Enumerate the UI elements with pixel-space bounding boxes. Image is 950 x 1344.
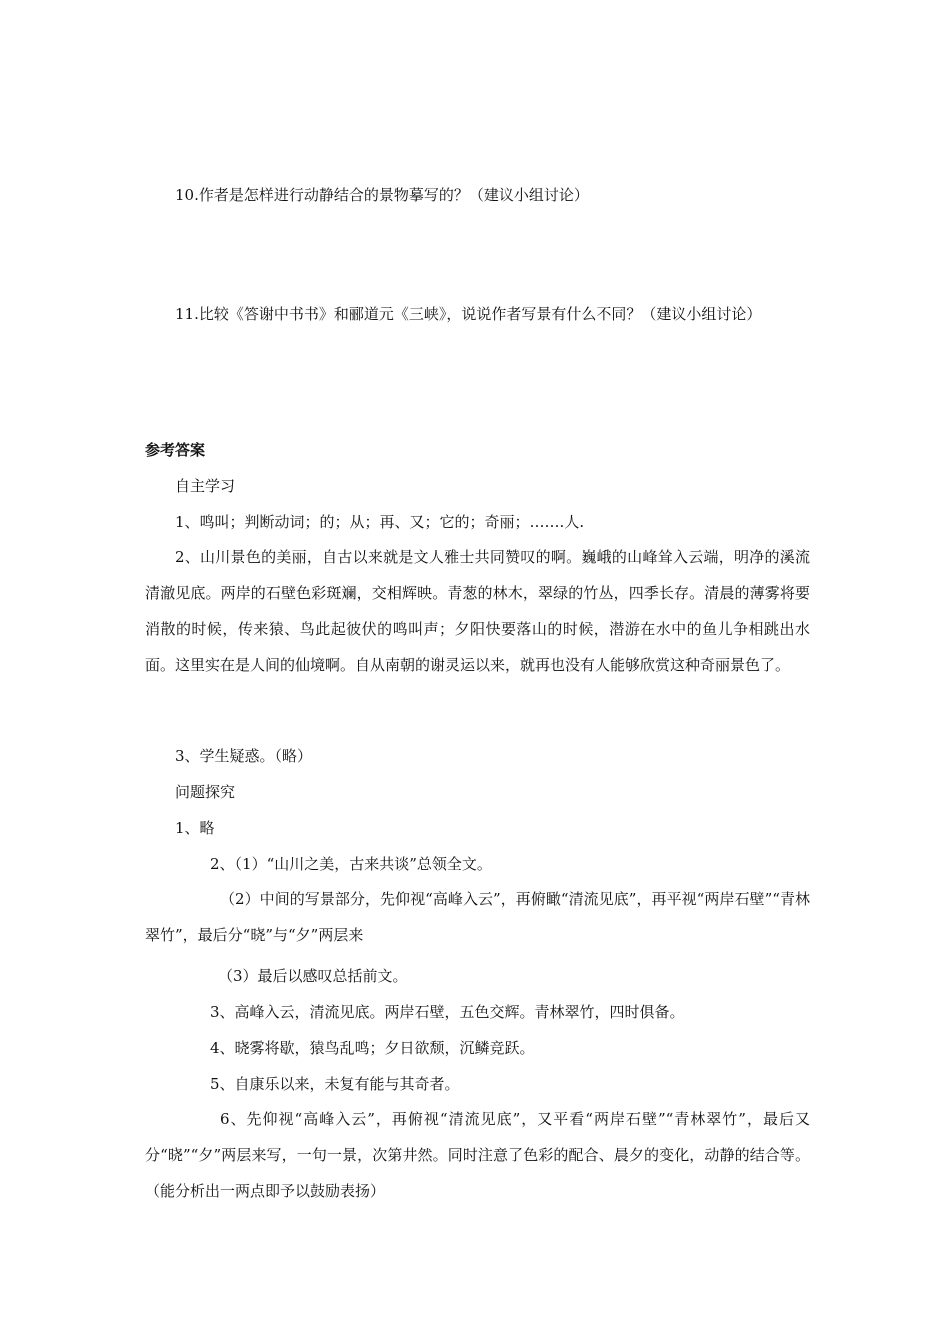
- inquiry-answer-5: 5、自康乐以来，未复有能与其奇者。: [210, 1075, 460, 1093]
- answers-heading: 参考答案: [145, 441, 206, 459]
- self-study-answer-1: 1、鸣叫；判断动词；的；从；再、又；它的；奇丽；…….人.: [175, 513, 585, 531]
- inquiry-title: 问题探究: [175, 783, 236, 801]
- inquiry-answer-6: 6、先仰视“高峰入云”，再俯视“清流见底”，又平看“两岸石壁”“青林翠竹”，最后又分“晓”“夕”两层来写，一句一景，次第井然。同时注意了色彩的配合、晨夕的变化，动静的结合等。（能分析出一两点即予以鼓励表扬）: [145, 1110, 810, 1200]
- question-11: 11.比较《答谢中书书》和郦道元《三峡》，说说作者写景有什么不同？（建议小组讨论）: [175, 305, 762, 323]
- inquiry-answer-4: 4、晓雾将歇，猿鸟乱鸣；夕日欲颓，沉鳞竞跃。: [210, 1039, 535, 1057]
- inquiry-answer-2-part-3: （3）最后以感叹总括前文。: [218, 967, 408, 985]
- inquiry-answer-1: 1、略: [175, 819, 215, 837]
- inquiry-answer-3: 3、高峰入云，清流见底。两岸石壁，五色交辉。青林翠竹，四时俱备。: [210, 1003, 685, 1021]
- question-10: 10.作者是怎样进行动静结合的景物摹写的？（建议小组讨论）: [175, 186, 589, 204]
- inquiry-answer-2-part-1: 2、（1）“山川之美，古来共谈”总领全文。: [210, 855, 492, 873]
- self-study-answer-2: 2、山川景色的美丽，自古以来就是文人雅士共同赞叹的啊。巍峨的山峰耸入云端，明净的溪流清澈见底。两岸的石壁色彩斑斓，交相辉映。青葱的林木，翠绿的竹丛，四季长存。清晨的薄雾将要消散的时候，传来猿、鸟此起彼伏的鸣叫声；夕阳快要落山的时候，潜游在水中的鱼儿争相跳出水面。这里实在是人间的仙境啊。自从南朝的谢灵运以来，就再也没有人能够欣赏这种奇丽景色了。: [145, 548, 810, 674]
- inquiry-answer-2-part-2: （2）中间的写景部分，先仰视“高峰入云”，再俯瞰“清流见底”，再平视“两岸石壁”“青林翠竹”，最后分“晓”与“夕”两层来: [145, 890, 810, 944]
- self-study-answer-3: 3、学生疑惑。（略）: [175, 747, 313, 765]
- self-study-title: 自主学习: [175, 477, 236, 495]
